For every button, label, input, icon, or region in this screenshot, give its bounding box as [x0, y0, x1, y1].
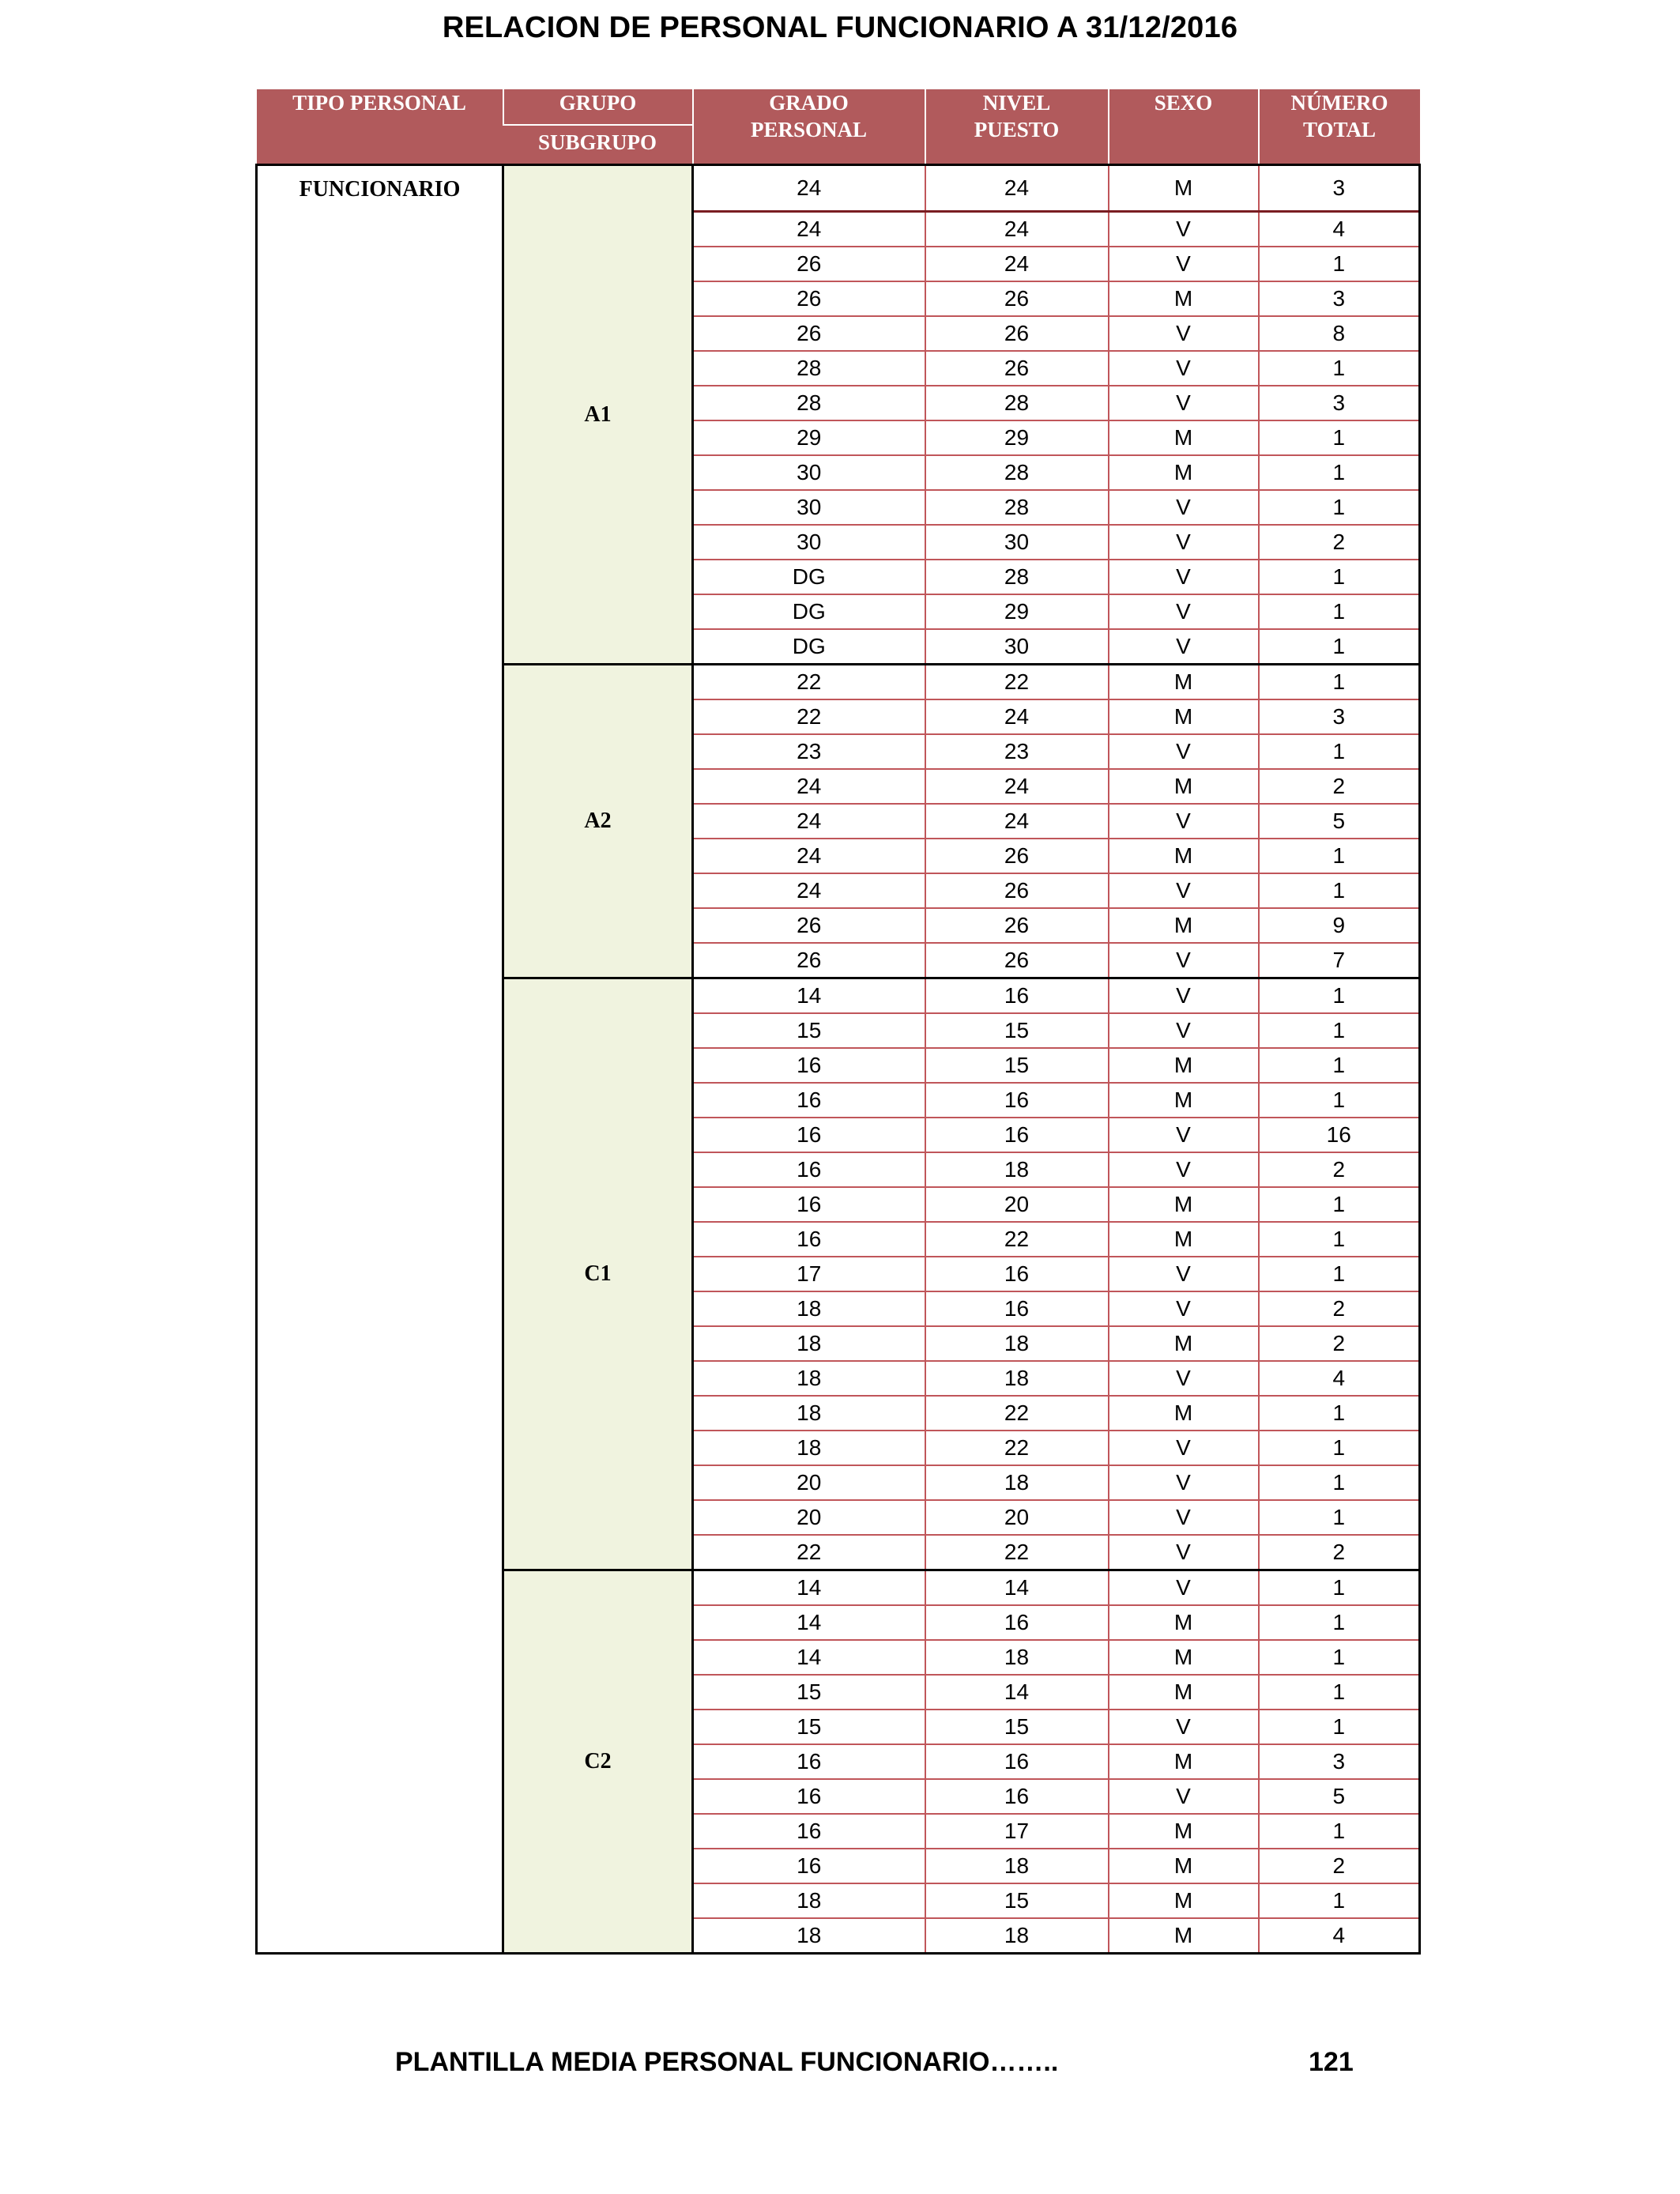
grado-cell: 16 — [693, 1779, 925, 1814]
sexo-cell: M — [1109, 1048, 1259, 1083]
nivel-cell: 18 — [925, 1918, 1109, 1954]
total-cell: 1 — [1259, 1257, 1420, 1291]
sexo-cell: M — [1109, 165, 1259, 212]
grado-cell: 30 — [693, 525, 925, 560]
group-cell: C2 — [503, 1570, 693, 1954]
grado-cell: 18 — [693, 1883, 925, 1918]
nivel-cell: 16 — [925, 1291, 1109, 1326]
nivel-cell: 26 — [925, 316, 1109, 351]
total-cell: 1 — [1259, 1710, 1420, 1744]
grado-cell: 22 — [693, 699, 925, 734]
nivel-cell: 15 — [925, 1013, 1109, 1048]
nivel-cell: 24 — [925, 804, 1109, 839]
nivel-cell: 22 — [925, 665, 1109, 700]
nivel-cell: 26 — [925, 873, 1109, 908]
total-cell: 1 — [1259, 978, 1420, 1014]
total-cell: 2 — [1259, 1291, 1420, 1326]
sexo-cell: V — [1109, 1570, 1259, 1606]
nivel-cell: 18 — [925, 1326, 1109, 1361]
total-cell: 1 — [1259, 1187, 1420, 1222]
header-numero-line-2: TOTAL — [1302, 118, 1377, 141]
total-cell: 1 — [1259, 1396, 1420, 1431]
header-grado-line-1: GRADO — [769, 91, 849, 115]
sexo-cell: M — [1109, 1222, 1259, 1257]
total-cell: 2 — [1259, 1152, 1420, 1187]
nivel-cell: 15 — [925, 1048, 1109, 1083]
sexo-cell: V — [1109, 594, 1259, 629]
nivel-cell: 24 — [925, 699, 1109, 734]
sexo-cell: V — [1109, 490, 1259, 525]
grado-cell: 18 — [693, 1361, 925, 1396]
grado-cell: 26 — [693, 281, 925, 316]
sexo-cell: V — [1109, 212, 1259, 247]
sexo-cell: V — [1109, 1465, 1259, 1500]
sexo-cell: V — [1109, 247, 1259, 281]
total-cell: 5 — [1259, 1779, 1420, 1814]
nivel-cell: 24 — [925, 165, 1109, 212]
sexo-cell: M — [1109, 1918, 1259, 1954]
total-cell: 1 — [1259, 1570, 1420, 1606]
grado-cell: 26 — [693, 247, 925, 281]
total-cell: 3 — [1259, 281, 1420, 316]
sexo-cell: V — [1109, 351, 1259, 386]
sexo-cell: M — [1109, 665, 1259, 700]
total-cell: 5 — [1259, 804, 1420, 839]
sexo-cell: M — [1109, 1640, 1259, 1675]
sexo-cell: V — [1109, 316, 1259, 351]
grado-cell: 14 — [693, 978, 925, 1014]
nivel-cell: 17 — [925, 1814, 1109, 1849]
grado-cell: 18 — [693, 1326, 925, 1361]
nivel-cell: 16 — [925, 1257, 1109, 1291]
sexo-cell: M — [1109, 908, 1259, 943]
total-cell: 1 — [1259, 1883, 1420, 1918]
total-cell: 1 — [1259, 873, 1420, 908]
grado-cell: 24 — [693, 804, 925, 839]
grado-cell: 18 — [693, 1431, 925, 1465]
grado-cell: 28 — [693, 351, 925, 386]
total-cell: 2 — [1259, 1326, 1420, 1361]
grado-cell: DG — [693, 560, 925, 594]
sexo-cell: M — [1109, 1187, 1259, 1222]
sexo-cell: M — [1109, 839, 1259, 873]
total-cell: 1 — [1259, 1222, 1420, 1257]
total-cell: 1 — [1259, 1083, 1420, 1118]
grado-cell: 22 — [693, 1535, 925, 1570]
total-cell: 1 — [1259, 1640, 1420, 1675]
grado-cell: 26 — [693, 316, 925, 351]
total-cell: 1 — [1259, 1048, 1420, 1083]
header-numero-line-1: NÚMERO — [1290, 91, 1388, 115]
grado-cell: DG — [693, 594, 925, 629]
grado-cell: 16 — [693, 1083, 925, 1118]
grado-cell: 30 — [693, 455, 925, 490]
sexo-cell: M — [1109, 455, 1259, 490]
sexo-cell: V — [1109, 1431, 1259, 1465]
total-cell: 1 — [1259, 455, 1420, 490]
total-cell: 3 — [1259, 386, 1420, 420]
grado-cell: 16 — [693, 1849, 925, 1883]
nivel-cell: 24 — [925, 212, 1109, 247]
nivel-cell: 16 — [925, 1605, 1109, 1640]
nivel-cell: 15 — [925, 1710, 1109, 1744]
total-cell: 1 — [1259, 1465, 1420, 1500]
sexo-cell: V — [1109, 560, 1259, 594]
total-cell: 1 — [1259, 490, 1420, 525]
total-cell: 1 — [1259, 1500, 1420, 1535]
total-cell: 4 — [1259, 1918, 1420, 1954]
grado-cell: 24 — [693, 839, 925, 873]
nivel-cell: 23 — [925, 734, 1109, 769]
nivel-cell: 26 — [925, 943, 1109, 978]
total-cell: 9 — [1259, 908, 1420, 943]
grado-cell: 14 — [693, 1605, 925, 1640]
sexo-cell: M — [1109, 1083, 1259, 1118]
nivel-cell: 18 — [925, 1465, 1109, 1500]
nivel-cell: 15 — [925, 1883, 1109, 1918]
header-grado-personal — [693, 89, 925, 165]
header-grupo: GRUPO — [503, 89, 693, 125]
nivel-cell: 18 — [925, 1361, 1109, 1396]
sexo-cell: M — [1109, 420, 1259, 455]
sexo-cell: V — [1109, 1779, 1259, 1814]
grado-cell: 26 — [693, 943, 925, 978]
sexo-cell: V — [1109, 1118, 1259, 1152]
nivel-cell: 16 — [925, 1118, 1109, 1152]
grado-cell: 20 — [693, 1500, 925, 1535]
header-nivel-line-2: PUESTO — [974, 118, 1060, 141]
sexo-cell: M — [1109, 1675, 1259, 1710]
sexo-cell: V — [1109, 1500, 1259, 1535]
total-cell: 4 — [1259, 1361, 1420, 1396]
grado-cell: 16 — [693, 1814, 925, 1849]
nivel-cell: 14 — [925, 1570, 1109, 1606]
grado-cell: 15 — [693, 1675, 925, 1710]
total-cell: 7 — [1259, 943, 1420, 978]
grado-cell: 20 — [693, 1465, 925, 1500]
nivel-cell: 22 — [925, 1396, 1109, 1431]
total-cell: 2 — [1259, 769, 1420, 804]
grado-cell: 24 — [693, 873, 925, 908]
nivel-cell: 24 — [925, 769, 1109, 804]
nivel-cell: 28 — [925, 455, 1109, 490]
nivel-cell: 24 — [925, 247, 1109, 281]
total-cell: 2 — [1259, 1849, 1420, 1883]
sexo-cell: M — [1109, 1883, 1259, 1918]
grado-cell: 26 — [693, 908, 925, 943]
total-cell: 1 — [1259, 1013, 1420, 1048]
total-cell: 3 — [1259, 165, 1420, 212]
total-cell: 3 — [1259, 1744, 1420, 1779]
sexo-cell: M — [1109, 769, 1259, 804]
nivel-cell: 26 — [925, 351, 1109, 386]
nivel-cell: 16 — [925, 978, 1109, 1014]
table-body — [257, 165, 1420, 1954]
nivel-cell: 16 — [925, 1744, 1109, 1779]
total-cell: 1 — [1259, 665, 1420, 700]
grado-cell: 24 — [693, 212, 925, 247]
nivel-cell: 28 — [925, 490, 1109, 525]
nivel-cell: 26 — [925, 908, 1109, 943]
grado-cell: 18 — [693, 1396, 925, 1431]
nivel-cell: 18 — [925, 1640, 1109, 1675]
sexo-cell: V — [1109, 1152, 1259, 1187]
nivel-cell: 18 — [925, 1849, 1109, 1883]
header-nivel-line-1: NIVEL — [982, 91, 1051, 115]
total-cell: 3 — [1259, 699, 1420, 734]
footer-label: PLANTILLA MEDIA PERSONAL FUNCIONARIO…….. — [395, 2047, 1059, 2077]
sexo-cell: V — [1109, 873, 1259, 908]
header-nivel-puesto — [925, 89, 1109, 165]
nivel-cell: 16 — [925, 1779, 1109, 1814]
sexo-cell: M — [1109, 1326, 1259, 1361]
total-cell: 1 — [1259, 420, 1420, 455]
nivel-cell: 20 — [925, 1500, 1109, 1535]
sexo-cell: M — [1109, 1849, 1259, 1883]
sexo-cell: M — [1109, 281, 1259, 316]
nivel-cell: 26 — [925, 281, 1109, 316]
sexo-cell: V — [1109, 1257, 1259, 1291]
grado-cell: 18 — [693, 1918, 925, 1954]
header-subgrupo: SUBGRUPO — [503, 125, 693, 165]
group-cell: A2 — [503, 665, 693, 978]
nivel-cell: 22 — [925, 1222, 1109, 1257]
total-cell: 1 — [1259, 1814, 1420, 1849]
sexo-cell: V — [1109, 1535, 1259, 1570]
sexo-cell: V — [1109, 525, 1259, 560]
grado-cell: 17 — [693, 1257, 925, 1291]
total-cell: 2 — [1259, 1535, 1420, 1570]
nivel-cell: 28 — [925, 386, 1109, 420]
sexo-cell: M — [1109, 699, 1259, 734]
total-cell: 1 — [1259, 1675, 1420, 1710]
grado-cell: 15 — [693, 1710, 925, 1744]
grado-cell: 15 — [693, 1013, 925, 1048]
nivel-cell: 14 — [925, 1675, 1109, 1710]
page-title: RELACION DE PERSONAL FUNCIONARIO A 31/12/2016 — [442, 11, 1238, 44]
nivel-cell: 28 — [925, 560, 1109, 594]
sexo-cell: V — [1109, 1361, 1259, 1396]
sexo-cell: M — [1109, 1744, 1259, 1779]
sexo-cell: V — [1109, 734, 1259, 769]
total-cell: 4 — [1259, 212, 1420, 247]
sexo-cell: M — [1109, 1605, 1259, 1640]
group-cell: A1 — [503, 165, 693, 665]
nivel-cell: 22 — [925, 1431, 1109, 1465]
grado-cell: DG — [693, 629, 925, 665]
grado-cell: 14 — [693, 1570, 925, 1606]
sexo-cell: V — [1109, 1710, 1259, 1744]
personnel-table — [255, 89, 1421, 1955]
tipo-personal-cell: FUNCIONARIO — [257, 165, 503, 1954]
sexo-cell: V — [1109, 386, 1259, 420]
grado-cell: 16 — [693, 1048, 925, 1083]
grado-cell: 29 — [693, 420, 925, 455]
footer-value: 121 — [1309, 2047, 1354, 2077]
sexo-cell: V — [1109, 943, 1259, 978]
header-numero-total — [1259, 89, 1420, 165]
nivel-cell: 26 — [925, 839, 1109, 873]
nivel-cell: 29 — [925, 420, 1109, 455]
sexo-cell: V — [1109, 978, 1259, 1014]
header-grado-line-2: PERSONAL — [750, 118, 868, 141]
header-sexo: SEXO — [1109, 89, 1259, 165]
grado-cell: 24 — [693, 165, 925, 212]
nivel-cell: 16 — [925, 1083, 1109, 1118]
grado-cell: 22 — [693, 665, 925, 700]
grado-cell: 16 — [693, 1187, 925, 1222]
total-cell: 1 — [1259, 351, 1420, 386]
table-row — [257, 165, 1420, 212]
grado-cell: 18 — [693, 1291, 925, 1326]
grado-cell: 16 — [693, 1152, 925, 1187]
nivel-cell: 20 — [925, 1187, 1109, 1222]
total-cell: 1 — [1259, 1431, 1420, 1465]
sexo-cell: M — [1109, 1814, 1259, 1849]
grado-cell: 16 — [693, 1744, 925, 1779]
total-cell: 1 — [1259, 629, 1420, 665]
total-cell: 1 — [1259, 839, 1420, 873]
sexo-cell: M — [1109, 1396, 1259, 1431]
total-cell: 1 — [1259, 734, 1420, 769]
header-tipo-personal: TIPO PERSONAL — [257, 89, 503, 165]
total-cell: 8 — [1259, 316, 1420, 351]
grado-cell: 23 — [693, 734, 925, 769]
nivel-cell: 18 — [925, 1152, 1109, 1187]
grado-cell: 16 — [693, 1222, 925, 1257]
total-cell: 16 — [1259, 1118, 1420, 1152]
nivel-cell: 30 — [925, 525, 1109, 560]
sexo-cell: V — [1109, 1013, 1259, 1048]
sexo-cell: V — [1109, 1291, 1259, 1326]
sexo-cell: V — [1109, 629, 1259, 665]
total-cell: 1 — [1259, 594, 1420, 629]
grado-cell: 30 — [693, 490, 925, 525]
total-cell: 1 — [1259, 1605, 1420, 1640]
nivel-cell: 29 — [925, 594, 1109, 629]
grado-cell: 16 — [693, 1118, 925, 1152]
total-cell: 1 — [1259, 247, 1420, 281]
nivel-cell: 30 — [925, 629, 1109, 665]
grado-cell: 14 — [693, 1640, 925, 1675]
nivel-cell: 22 — [925, 1535, 1109, 1570]
grado-cell: 28 — [693, 386, 925, 420]
total-cell: 2 — [1259, 525, 1420, 560]
group-cell: C1 — [503, 978, 693, 1570]
sexo-cell: V — [1109, 804, 1259, 839]
total-cell: 1 — [1259, 560, 1420, 594]
grado-cell: 24 — [693, 769, 925, 804]
